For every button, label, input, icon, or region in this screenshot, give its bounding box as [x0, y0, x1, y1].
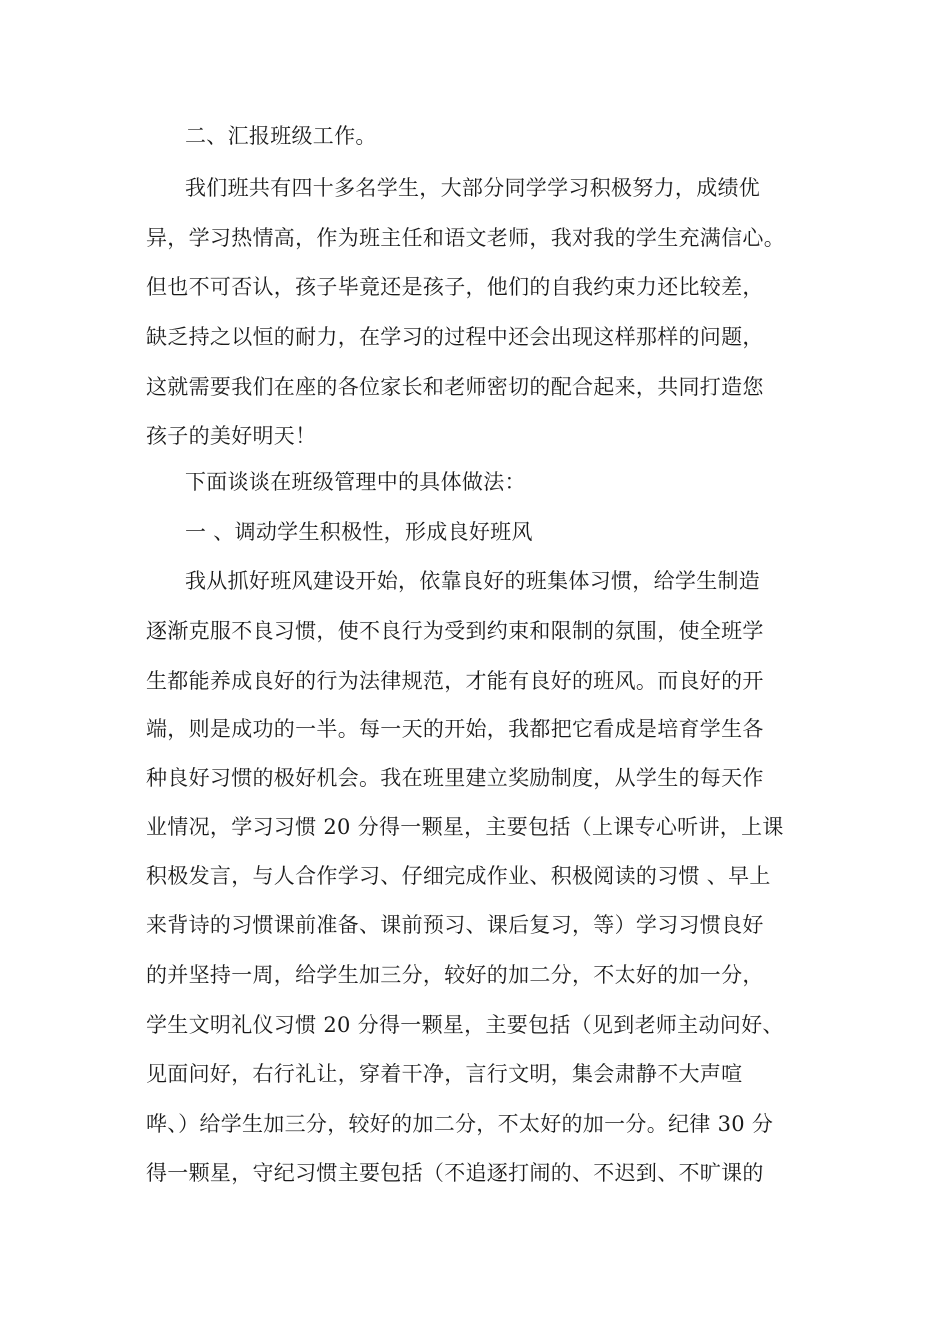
paragraph-line: 哗、）给学生加三分，较好的加二分，不太好的加一分。纪律 30 分	[146, 1112, 774, 1136]
paragraph-line: 的并坚持一周，给学生加三分，较好的加二分，不太好的加一分，	[146, 963, 764, 987]
paragraph-line: 这就需要我们在座的各位家长和老师密切的配合起来，共同打造您	[146, 375, 764, 399]
paragraph-line: 积极发言，与人合作学习、仔细完成作业、积极阅读的习惯 、早上	[146, 864, 771, 888]
paragraph-line: 业情况，学习习惯 20 分得一颗星，主要包括（上课专心听讲，上课	[146, 815, 784, 839]
paragraph-line: 逐渐克服不良习惯，使不良行为受到约束和限制的氛围，使全班学	[146, 619, 764, 643]
paragraph-line: 孩子的美好明天！	[146, 424, 317, 448]
paragraph-line: 我们班共有四十多名学生，大部分同学学习积极努力，成绩优	[185, 176, 761, 200]
paragraph-line: 我从抓好班风建设开始，依靠良好的班集体习惯，给学生制造	[185, 569, 761, 593]
section-heading-class-report: 二、汇报班级工作。	[185, 124, 377, 148]
subsection-heading: 一 、调动学生积极性，形成良好班风	[185, 520, 533, 544]
paragraph-line: 见面问好，右行礼让，穿着干净，言行文明，集会肃静不大声喧	[146, 1062, 743, 1086]
paragraph-line: 生都能养成良好的行为法律规范，才能有良好的班风。而良好的开	[146, 669, 764, 693]
paragraph-line: 学生文明礼仪习惯 20 分得一颗星，主要包括（见到老师主动问好、	[146, 1013, 784, 1037]
paragraph-line: 缺乏持之以恒的耐力，在学习的过程中还会出现这样那样的问题，	[146, 325, 764, 349]
paragraph-line: 种良好习惯的极好机会。我在班里建立奖励制度，从学生的每天作	[146, 766, 764, 790]
paragraph-line: 下面谈谈在班级管理中的具体做法：	[185, 470, 526, 494]
paragraph-line: 得一颗星，守纪习惯主要包括（不追逐打闹的、不迟到、不旷课的	[146, 1161, 764, 1185]
paragraph-line: 端，则是成功的一半。每一天的开始，我都把它看成是培育学生各	[146, 717, 764, 741]
paragraph-line: 但也不可否认，孩子毕竟还是孩子，他们的自我约束力还比较差，	[146, 275, 764, 299]
paragraph-line: 异，学习热情高，作为班主任和语文老师，我对我的学生充满信心。	[146, 226, 785, 250]
paragraph-line: 来背诗的习惯课前准备、课前预习、课后复习，等）学习习惯良好	[146, 913, 764, 937]
